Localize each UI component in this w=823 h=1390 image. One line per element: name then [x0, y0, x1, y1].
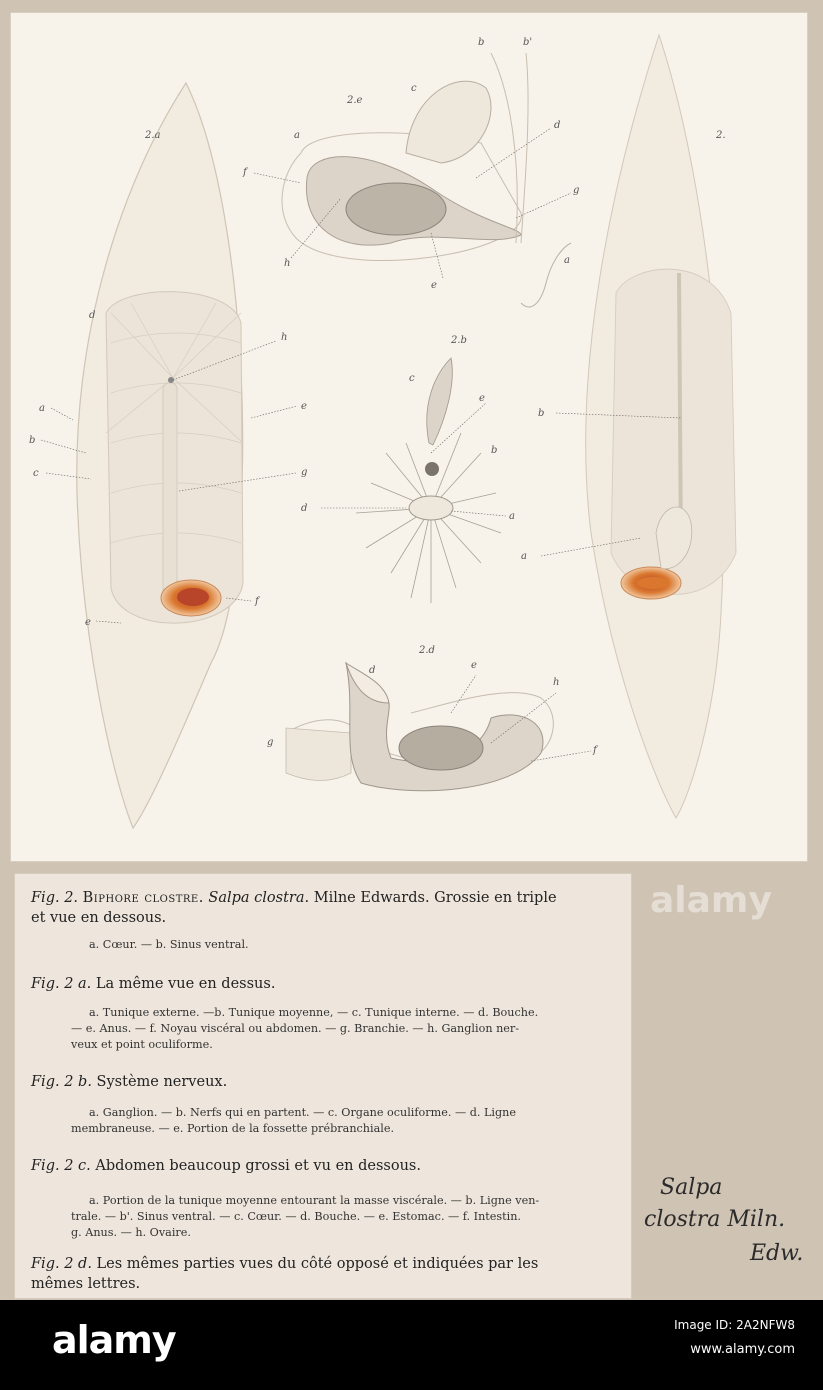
fig-2-drawing	[586, 35, 736, 818]
fig-2d-label-f: f	[593, 745, 597, 756]
caption-fig2a-legend-2: — e. Anus. — f. Noyau viscéral ou abdomen. — g. Branchie. — h. Ganglion ner-	[71, 1022, 520, 1035]
watermark-logo: alamy	[650, 880, 772, 921]
fig-2b-label-c: c	[409, 373, 415, 384]
fig-2c-label-e: e	[431, 280, 437, 291]
handwriting-line-2: clostra Miln.	[644, 1207, 786, 1232]
fig-2a-label-d: d	[89, 310, 96, 321]
fig-2-label-b: b	[538, 408, 545, 419]
caption-fig2-legend: a. Cœur. — b. Sinus ventral.	[89, 938, 249, 951]
footer-image-id: Image ID: 2A2NFW8	[674, 1318, 795, 1332]
caption-fig2d-line2: mêmes lettres.	[31, 1276, 141, 1292]
caption-fig2a-heading: Fig. 2 a. La même vue en dessus.	[31, 976, 276, 992]
fig-2a-label-a: a	[39, 403, 45, 414]
illustration-plate	[10, 12, 808, 862]
footer-logo: alamy	[52, 1318, 176, 1362]
fig-2c-label-f: f	[243, 167, 247, 178]
fig-2c-label: 2.e	[347, 95, 363, 106]
fig-2a-label-e: e	[301, 401, 307, 412]
fig-2c-label-b: b	[478, 37, 485, 48]
fig-2b-label-b: b	[491, 445, 498, 456]
fig-2c-label-g: g	[573, 185, 580, 196]
fig-2c-label-b-prime: b'	[523, 37, 533, 48]
caption-fig2b-legend-2: membraneuse. — e. Portion de la fossette prébranchiale.	[71, 1122, 395, 1135]
fig-2a-label: 2.a	[145, 130, 161, 141]
caption-fig2c-legend-3: g. Anus. — h. Ovaire.	[71, 1226, 191, 1239]
caption-fig2-heading: Fig. 2. Biphore clostre. Salpa clostra. Milne Edwards. Grossie en triple	[31, 890, 557, 906]
fig-2c-label-a: a	[294, 130, 300, 141]
fig-2a-label-g: g	[301, 467, 308, 478]
fig-2a-label-f: f	[255, 596, 259, 607]
fig-2a-drawing	[77, 83, 243, 828]
caption-card	[14, 873, 632, 1299]
fig-2b-label-e: e	[479, 393, 485, 404]
caption-fig2c-legend-2: trale. — b'. Sinus ventral. — c. Cœur. — d. Bouche. — e. Estomac. — f. Intestin.	[71, 1210, 521, 1223]
caption-fig2a-legend-3: veux et point oculiforme.	[71, 1038, 213, 1051]
fig-2a-label-b: b	[29, 435, 36, 446]
fig-2d-label-d: d	[369, 665, 376, 676]
fig-2c-label-d: d	[554, 120, 561, 131]
anatomy-drawings	[11, 13, 807, 861]
footer-url: www.alamy.com	[690, 1342, 795, 1357]
handwriting-line-1: Salpa	[660, 1175, 723, 1200]
fig-2d-label-g: g	[267, 737, 274, 748]
caption-fig2c-legend-1: a. Portion de la tunique moyenne entourant la masse viscérale. — b. Ligne ven-	[89, 1194, 540, 1207]
fig-2c-drawing	[282, 53, 571, 307]
fig-2d-drawing	[286, 663, 553, 791]
fig-2a-label-h: h	[281, 332, 288, 343]
caption-fig2a-legend-1: a. Tunique externe. —b. Tunique moyenne, — c. Tunique interne. — d. Bouche.	[89, 1006, 539, 1019]
caption-fig2-heading-line2: et vue en dessous.	[31, 910, 167, 926]
fig-2d-label-e: e	[471, 660, 477, 671]
fig-2a-label-c: c	[33, 468, 39, 479]
footer-info	[674, 1318, 795, 1357]
caption-fig2c-heading: Fig. 2 c. Abdomen beaucoup grossi et vu en dessous.	[31, 1158, 421, 1174]
stock-footer	[0, 1300, 823, 1390]
fig-2c-label-c: c	[411, 83, 417, 94]
fig-2b-label: 2.b	[451, 335, 467, 346]
fig-2b-label-a: a	[509, 511, 515, 522]
fig-2c-label-a2: a	[564, 255, 570, 266]
fig-2-label: 2.	[716, 130, 726, 141]
fig-2d-label-h: h	[553, 677, 560, 688]
caption-fig2b-legend-1: a. Ganglion. — b. Nerfs qui en partent. — c. Organe oculiforme. — d. Ligne	[89, 1106, 516, 1119]
caption-fig2b-heading: Fig. 2 b. Système nerveux.	[31, 1074, 228, 1090]
handwriting-line-3: Edw.	[750, 1241, 804, 1266]
fig-2-label-a: a	[521, 551, 527, 562]
fig-2d-label: 2.d	[419, 645, 435, 656]
fig-2c-label-h: h	[284, 258, 291, 269]
fig-2b-label-d: d	[301, 503, 308, 514]
fig-2a-label-e2: e	[85, 617, 91, 628]
caption-fig2d-heading: Fig. 2 d. Les mêmes parties vues du côté opposé et indiquées par les	[31, 1256, 539, 1272]
handwritten-annotation	[640, 1175, 820, 1285]
